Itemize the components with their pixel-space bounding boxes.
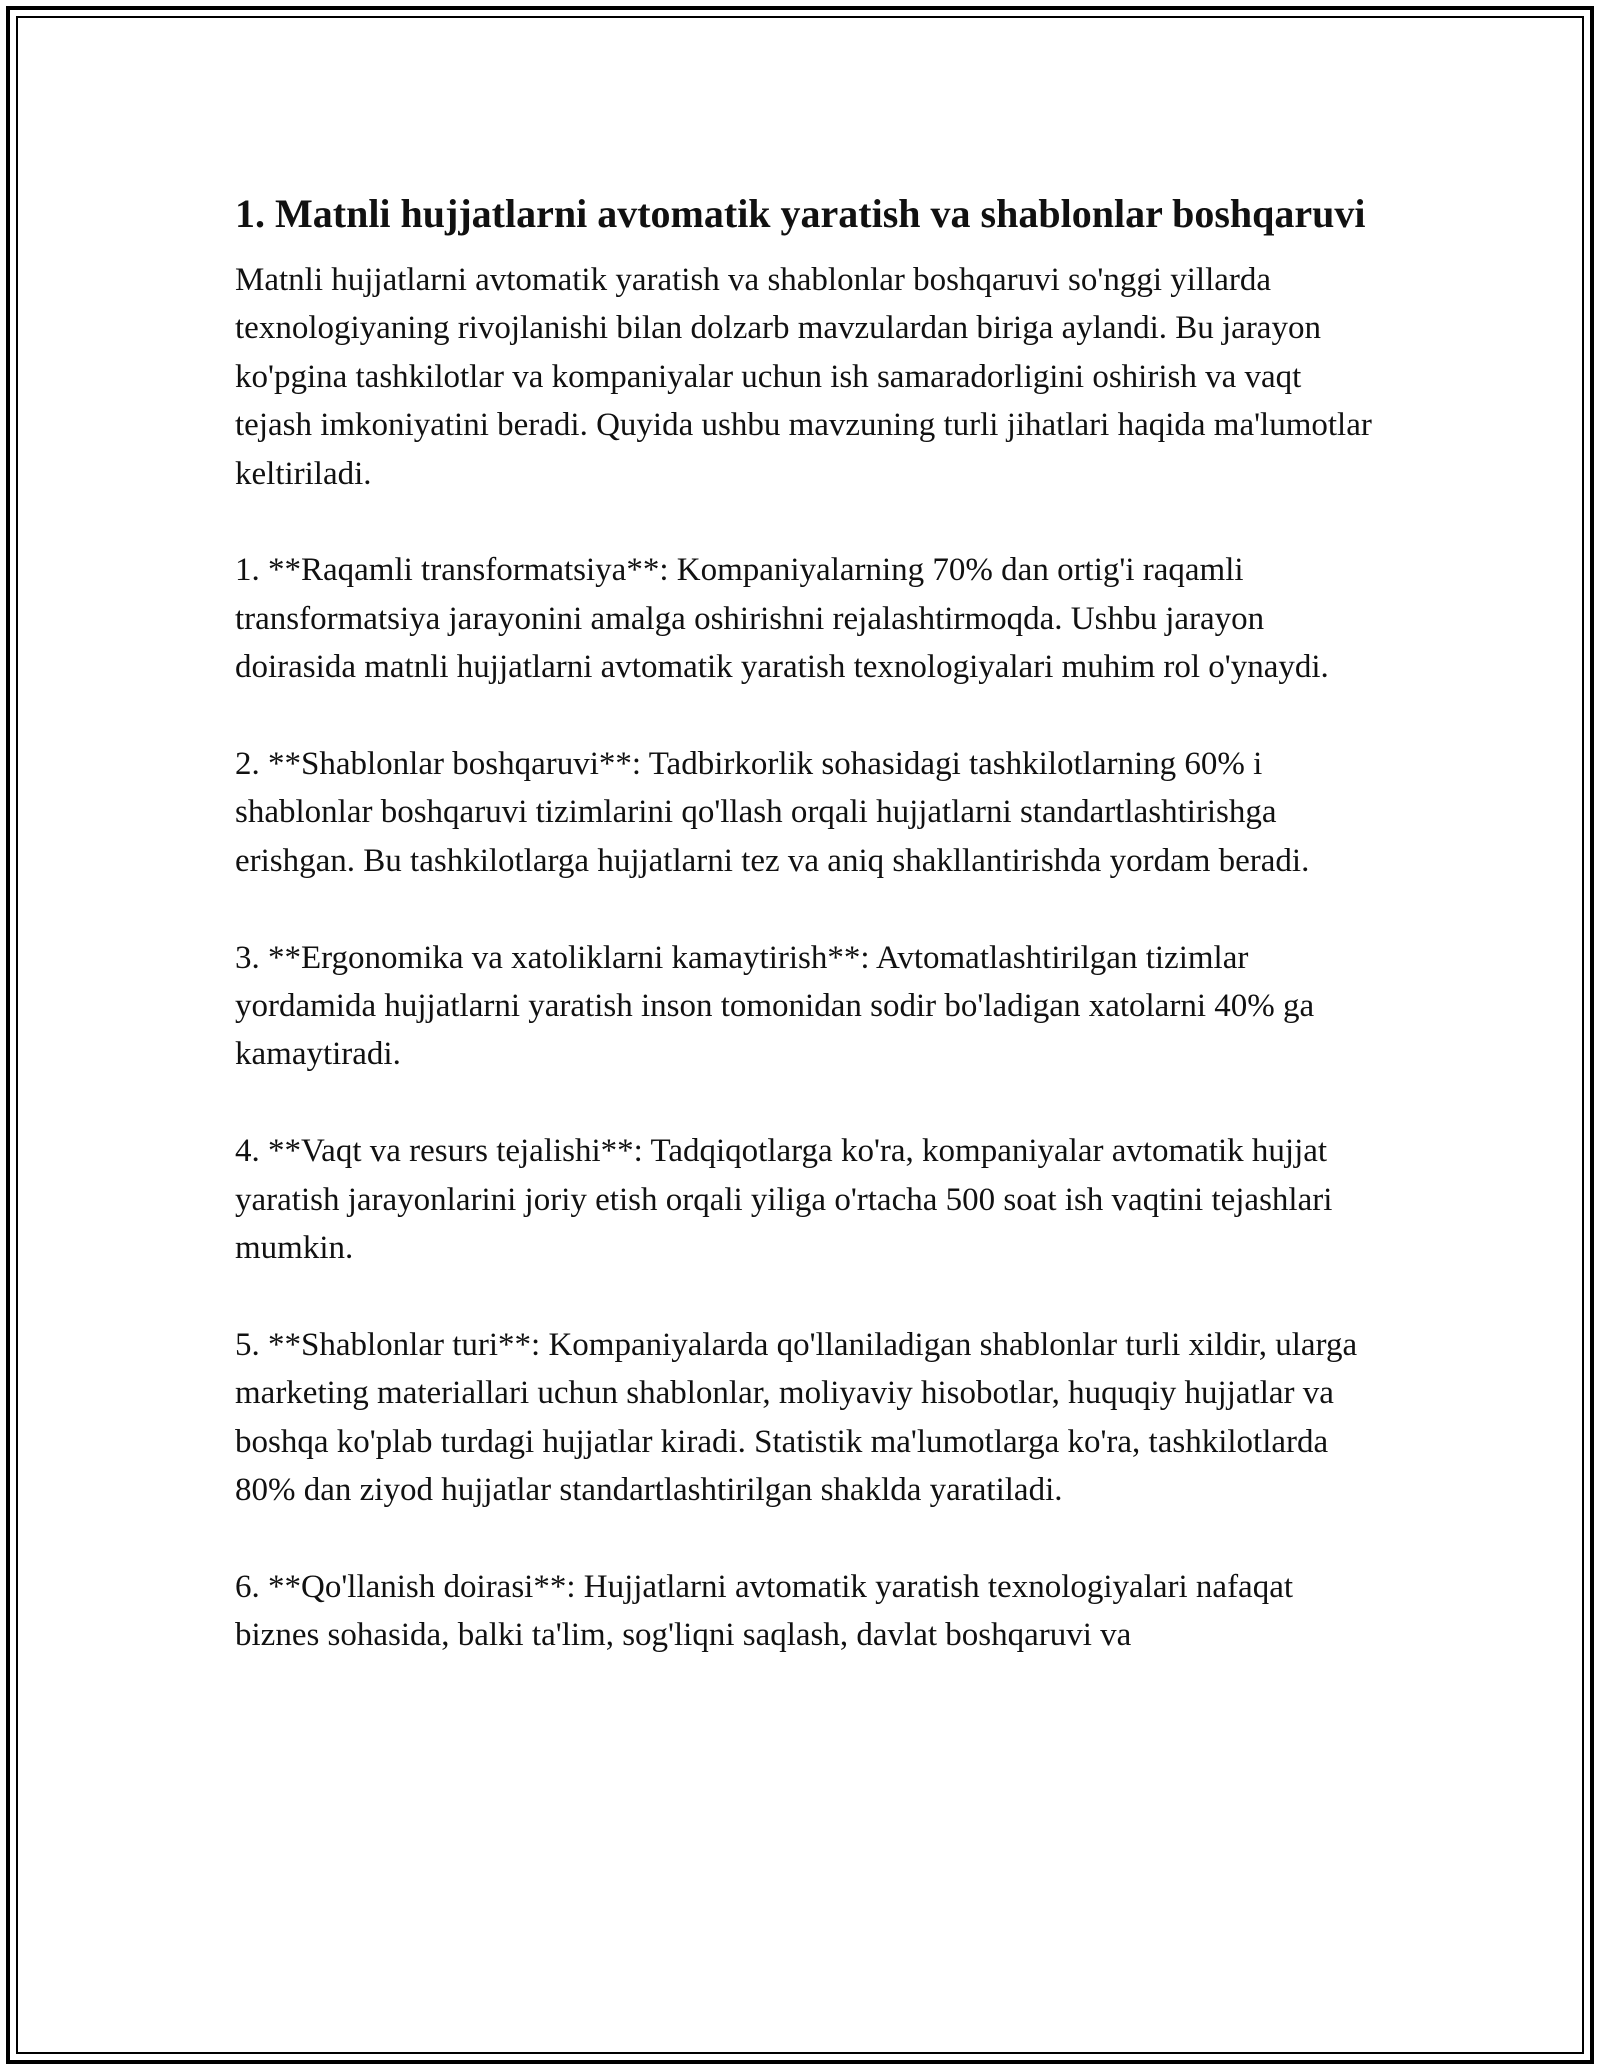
document-body — [235, 186, 1385, 1660]
intro-paragraph: Matnli hujjatlarni avtomatik yaratish va shablonlar boshqaruvi so'nggi yillarda texnologiyaning rivojlanishi bilan dolzarb mavzulardan biriga aylandi. Bu jarayon ko'pgina tashkilotlar va kompaniyalar uchun ish samaradorligini oshirish va vaqt tejash imkoniyatini beradi. Quyida ushbu mavzuning turli jihatlari haqida ma'lumotlar keltiriladi. — [235, 262, 1372, 492]
list-item-template-types: 5. **Shablonlar turi**: Kompaniyalarda qo'llaniladigan shablonlar turli xildir, ularga marketing materiallari uchun shablonlar, moliyaviy hisobotlar, huquqiy hujjatlar va boshqa ko'plab turdagi hujjatlar kiradi. Statistik ma'lumotlarga ko'ra, tashkilotlarda 80% dan ziyod hujjatlar standartlashtirilgan shaklda yaratiladi. — [235, 1326, 1358, 1509]
list-item-time-savings: 4. **Vaqt va resurs tejalishi**: Tadqiqotlarga ko'ra, kompaniyalar avtomatik hujjat yaratish jarayonlarini joriy etish orqali yiliga o'rtacha 500 soat ish vaqtini tejashlari mumkin. — [235, 1133, 1333, 1267]
list-item-ergonomics: 3. **Ergonomika va xatoliklarni kamaytirish**: Avtomatlashtirilgan tizimlar yordamida hujjatlarni yaratish inson tomonidan sodir bo'ladigan xatolarni 40% ga kamaytiradi. — [235, 939, 1315, 1073]
list-item-digital-transformation: 1. **Raqamli transformatsiya**: Kompaniyalarning 70% dan ortig'i raqamli transformatsiya jarayonini amalga oshirishni rejalashtirmoqda. Ushbu jarayon doirasida matnli hujjatlarni avtomatik yaratish texnologiyalari muhim rol o'ynaydi. — [235, 552, 1329, 686]
page-title: 1. Matnli hujjatlarni avtomatik yaratish va shablonlar boshqaruvi — [235, 191, 1366, 236]
list-item-scope: 6. **Qo'llanish doirasi**: Hujjatlarni avtomatik yaratish texnologiyalari nafaqat biznes sohasida, balki ta'lim, sog'liqni saqlash, davlat boshqaruvi va — [235, 1568, 1294, 1654]
list-item-template-management: 2. **Shablonlar boshqaruvi**: Tadbirkorlik sohasidagi tashkilotlarning 60% i shablonlar boshqaruvi tizimlarini qo'llash orqali hujjatlarni standartlashtirishga erishgan. Bu tashkilotlarga hujjatlarni tez va aniq shakllantirishda yordam beradi. — [235, 746, 1310, 879]
